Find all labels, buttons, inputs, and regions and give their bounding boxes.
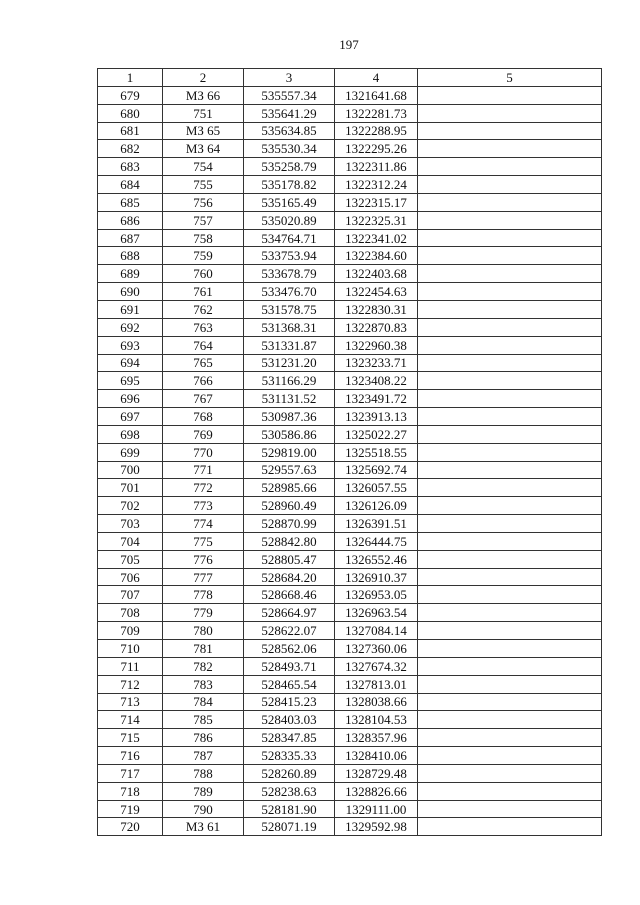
cell-row-number: 679 bbox=[98, 86, 163, 104]
cell-point-id: 789 bbox=[163, 782, 244, 800]
table-row bbox=[98, 443, 602, 461]
cell-note bbox=[418, 122, 602, 140]
header-row bbox=[98, 69, 602, 87]
table-row bbox=[98, 515, 602, 533]
cell-note bbox=[418, 568, 602, 586]
cell-note bbox=[418, 354, 602, 372]
cell-note bbox=[418, 336, 602, 354]
cell-coord-y: 1328729.48 bbox=[335, 764, 418, 782]
cell-coord-y: 1328038.66 bbox=[335, 693, 418, 711]
cell-coord-x: 528684.20 bbox=[244, 568, 335, 586]
cell-note bbox=[418, 818, 602, 836]
table-row bbox=[98, 211, 602, 229]
cell-row-number: 713 bbox=[98, 693, 163, 711]
cell-row-number: 717 bbox=[98, 764, 163, 782]
cell-coord-x: 535165.49 bbox=[244, 193, 335, 211]
cell-point-id: 790 bbox=[163, 800, 244, 818]
cell-coord-y: 1325518.55 bbox=[335, 443, 418, 461]
cell-coord-x: 533753.94 bbox=[244, 247, 335, 265]
table-row bbox=[98, 140, 602, 158]
table-row bbox=[98, 300, 602, 318]
cell-coord-y: 1322281.73 bbox=[335, 104, 418, 122]
cell-coord-x: 528071.19 bbox=[244, 818, 335, 836]
cell-point-id: 782 bbox=[163, 657, 244, 675]
cell-coord-x: 534764.71 bbox=[244, 229, 335, 247]
cell-coord-y: 1322403.68 bbox=[335, 265, 418, 283]
table-row bbox=[98, 622, 602, 640]
cell-point-id: 762 bbox=[163, 300, 244, 318]
cell-coord-y: 1327813.01 bbox=[335, 675, 418, 693]
cell-note bbox=[418, 532, 602, 550]
table-row bbox=[98, 532, 602, 550]
cell-point-id: 768 bbox=[163, 408, 244, 426]
cell-note bbox=[418, 622, 602, 640]
table-row bbox=[98, 800, 602, 818]
cell-row-number: 719 bbox=[98, 800, 163, 818]
table-row bbox=[98, 657, 602, 675]
cell-point-id: 772 bbox=[163, 479, 244, 497]
table-row bbox=[98, 693, 602, 711]
cell-row-number: 681 bbox=[98, 122, 163, 140]
table-body bbox=[98, 86, 602, 835]
cell-coord-y: 1323233.71 bbox=[335, 354, 418, 372]
cell-note bbox=[418, 265, 602, 283]
cell-note bbox=[418, 640, 602, 658]
cell-note bbox=[418, 550, 602, 568]
cell-note bbox=[418, 318, 602, 336]
cell-coord-x: 530987.36 bbox=[244, 408, 335, 426]
cell-point-id: 757 bbox=[163, 211, 244, 229]
cell-point-id: 775 bbox=[163, 532, 244, 550]
cell-note bbox=[418, 747, 602, 765]
cell-coord-x: 535530.34 bbox=[244, 140, 335, 158]
cell-coord-y: 1323408.22 bbox=[335, 372, 418, 390]
cell-coord-y: 1322311.86 bbox=[335, 158, 418, 176]
cell-row-number: 696 bbox=[98, 390, 163, 408]
table-row bbox=[98, 372, 602, 390]
cell-row-number: 705 bbox=[98, 550, 163, 568]
cell-row-number: 700 bbox=[98, 461, 163, 479]
cell-point-id: 781 bbox=[163, 640, 244, 658]
cell-note bbox=[418, 283, 602, 301]
cell-coord-y: 1322830.31 bbox=[335, 300, 418, 318]
cell-point-id: 779 bbox=[163, 604, 244, 622]
header-col-4: 4 bbox=[335, 69, 418, 87]
cell-coord-x: 528805.47 bbox=[244, 550, 335, 568]
table-row bbox=[98, 408, 602, 426]
cell-row-number: 710 bbox=[98, 640, 163, 658]
cell-row-number: 686 bbox=[98, 211, 163, 229]
cell-note bbox=[418, 300, 602, 318]
cell-coord-y: 1329592.98 bbox=[335, 818, 418, 836]
cell-note bbox=[418, 604, 602, 622]
cell-note bbox=[418, 211, 602, 229]
cell-row-number: 703 bbox=[98, 515, 163, 533]
cell-note bbox=[418, 372, 602, 390]
cell-coord-x: 528668.46 bbox=[244, 586, 335, 604]
cell-coord-y: 1327084.14 bbox=[335, 622, 418, 640]
cell-point-id: 758 bbox=[163, 229, 244, 247]
cell-point-id: 783 bbox=[163, 675, 244, 693]
cell-coord-x: 528238.63 bbox=[244, 782, 335, 800]
header-col-3: 3 bbox=[244, 69, 335, 87]
cell-point-id: 771 bbox=[163, 461, 244, 479]
cell-row-number: 707 bbox=[98, 586, 163, 604]
cell-coord-y: 1322960.38 bbox=[335, 336, 418, 354]
table-row bbox=[98, 318, 602, 336]
cell-point-id: 776 bbox=[163, 550, 244, 568]
cell-coord-y: 1322341.02 bbox=[335, 229, 418, 247]
cell-row-number: 684 bbox=[98, 176, 163, 194]
table-row bbox=[98, 122, 602, 140]
cell-coord-y: 1322295.26 bbox=[335, 140, 418, 158]
cell-row-number: 699 bbox=[98, 443, 163, 461]
cell-row-number: 698 bbox=[98, 425, 163, 443]
table-row bbox=[98, 729, 602, 747]
cell-point-id: 759 bbox=[163, 247, 244, 265]
cell-point-id: 787 bbox=[163, 747, 244, 765]
cell-coord-x: 528347.85 bbox=[244, 729, 335, 747]
cell-coord-y: 1322454.63 bbox=[335, 283, 418, 301]
table-row bbox=[98, 568, 602, 586]
cell-coord-x: 528403.03 bbox=[244, 711, 335, 729]
cell-point-id: 774 bbox=[163, 515, 244, 533]
cell-point-id: 786 bbox=[163, 729, 244, 747]
cell-coord-y: 1328410.06 bbox=[335, 747, 418, 765]
cell-row-number: 685 bbox=[98, 193, 163, 211]
cell-coord-x: 530586.86 bbox=[244, 425, 335, 443]
cell-row-number: 693 bbox=[98, 336, 163, 354]
cell-row-number: 712 bbox=[98, 675, 163, 693]
table-row bbox=[98, 711, 602, 729]
cell-note bbox=[418, 675, 602, 693]
cell-point-id: 767 bbox=[163, 390, 244, 408]
cell-coord-y: 1326953.05 bbox=[335, 586, 418, 604]
table-row bbox=[98, 390, 602, 408]
cell-coord-y: 1326444.75 bbox=[335, 532, 418, 550]
cell-note bbox=[418, 461, 602, 479]
cell-row-number: 701 bbox=[98, 479, 163, 497]
cell-coord-x: 533476.70 bbox=[244, 283, 335, 301]
cell-point-id: 751 bbox=[163, 104, 244, 122]
cell-coord-y: 1326391.51 bbox=[335, 515, 418, 533]
table-row bbox=[98, 104, 602, 122]
cell-note bbox=[418, 158, 602, 176]
cell-coord-y: 1328104.53 bbox=[335, 711, 418, 729]
cell-coord-y: 1322315.17 bbox=[335, 193, 418, 211]
cell-coord-y: 1329111.00 bbox=[335, 800, 418, 818]
cell-coord-y: 1326963.54 bbox=[335, 604, 418, 622]
cell-coord-y: 1322384.60 bbox=[335, 247, 418, 265]
cell-point-id: МЗ 66 bbox=[163, 86, 244, 104]
cell-point-id: 784 bbox=[163, 693, 244, 711]
cell-coord-y: 1322312.24 bbox=[335, 176, 418, 194]
cell-coord-y: 1326057.55 bbox=[335, 479, 418, 497]
cell-coord-y: 1326552.46 bbox=[335, 550, 418, 568]
table-row bbox=[98, 336, 602, 354]
cell-note bbox=[418, 443, 602, 461]
cell-point-id: 761 bbox=[163, 283, 244, 301]
cell-point-id: МЗ 61 bbox=[163, 818, 244, 836]
cell-row-number: 682 bbox=[98, 140, 163, 158]
cell-row-number: 691 bbox=[98, 300, 163, 318]
cell-row-number: 704 bbox=[98, 532, 163, 550]
cell-coord-y: 1327360.06 bbox=[335, 640, 418, 658]
cell-row-number: 718 bbox=[98, 782, 163, 800]
cell-note bbox=[418, 140, 602, 158]
cell-note bbox=[418, 586, 602, 604]
cell-point-id: 754 bbox=[163, 158, 244, 176]
cell-note bbox=[418, 176, 602, 194]
cell-coord-x: 528870.99 bbox=[244, 515, 335, 533]
table-row bbox=[98, 86, 602, 104]
table-row bbox=[98, 229, 602, 247]
cell-coord-y: 1326910.37 bbox=[335, 568, 418, 586]
cell-point-id: 770 bbox=[163, 443, 244, 461]
cell-row-number: 702 bbox=[98, 497, 163, 515]
table-header bbox=[98, 69, 602, 87]
cell-note bbox=[418, 729, 602, 747]
cell-point-id: 763 bbox=[163, 318, 244, 336]
cell-coord-x: 528842.80 bbox=[244, 532, 335, 550]
cell-coord-x: 535641.29 bbox=[244, 104, 335, 122]
table-row bbox=[98, 782, 602, 800]
header-col-2: 2 bbox=[163, 69, 244, 87]
page-number: 197 bbox=[339, 37, 359, 52]
cell-coord-x: 535258.79 bbox=[244, 158, 335, 176]
table-row bbox=[98, 425, 602, 443]
cell-coord-x: 531166.29 bbox=[244, 372, 335, 390]
header-col-1: 1 bbox=[98, 69, 163, 87]
cell-row-number: 689 bbox=[98, 265, 163, 283]
header-col-5: 5 bbox=[418, 69, 602, 87]
cell-row-number: 708 bbox=[98, 604, 163, 622]
cell-coord-x: 528260.89 bbox=[244, 764, 335, 782]
cell-note bbox=[418, 425, 602, 443]
cell-coord-y: 1322288.95 bbox=[335, 122, 418, 140]
cell-note bbox=[418, 229, 602, 247]
table-row bbox=[98, 604, 602, 622]
cell-coord-y: 1326126.09 bbox=[335, 497, 418, 515]
cell-note bbox=[418, 193, 602, 211]
cell-point-id: 785 bbox=[163, 711, 244, 729]
table-row bbox=[98, 550, 602, 568]
cell-row-number: 706 bbox=[98, 568, 163, 586]
cell-point-id: 764 bbox=[163, 336, 244, 354]
cell-coord-x: 528181.90 bbox=[244, 800, 335, 818]
cell-coord-x: 531368.31 bbox=[244, 318, 335, 336]
cell-point-id: 766 bbox=[163, 372, 244, 390]
cell-coord-y: 1321641.68 bbox=[335, 86, 418, 104]
cell-note bbox=[418, 782, 602, 800]
cell-coord-x: 528622.07 bbox=[244, 622, 335, 640]
cell-point-id: МЗ 64 bbox=[163, 140, 244, 158]
cell-row-number: 697 bbox=[98, 408, 163, 426]
cell-row-number: 690 bbox=[98, 283, 163, 301]
table-row bbox=[98, 497, 602, 515]
table-row bbox=[98, 461, 602, 479]
table-row bbox=[98, 586, 602, 604]
cell-point-id: 780 bbox=[163, 622, 244, 640]
cell-coord-x: 531131.52 bbox=[244, 390, 335, 408]
table-row bbox=[98, 193, 602, 211]
cell-row-number: 715 bbox=[98, 729, 163, 747]
table-row bbox=[98, 479, 602, 497]
cell-row-number: 694 bbox=[98, 354, 163, 372]
cell-note bbox=[418, 479, 602, 497]
cell-coord-y: 1325022.27 bbox=[335, 425, 418, 443]
cell-point-id: 756 bbox=[163, 193, 244, 211]
cell-note bbox=[418, 693, 602, 711]
cell-coord-x: 535557.34 bbox=[244, 86, 335, 104]
cell-coord-x: 528985.66 bbox=[244, 479, 335, 497]
cell-coord-x: 531578.75 bbox=[244, 300, 335, 318]
cell-row-number: 714 bbox=[98, 711, 163, 729]
table-row bbox=[98, 354, 602, 372]
table-row bbox=[98, 818, 602, 836]
cell-coord-x: 531331.87 bbox=[244, 336, 335, 354]
table-row bbox=[98, 283, 602, 301]
cell-coord-y: 1325692.74 bbox=[335, 461, 418, 479]
cell-coord-x: 528493.71 bbox=[244, 657, 335, 675]
cell-coord-x: 528960.49 bbox=[244, 497, 335, 515]
cell-coord-x: 535020.89 bbox=[244, 211, 335, 229]
cell-point-id: 765 bbox=[163, 354, 244, 372]
table-row bbox=[98, 640, 602, 658]
cell-note bbox=[418, 86, 602, 104]
cell-row-number: 680 bbox=[98, 104, 163, 122]
cell-note bbox=[418, 711, 602, 729]
cell-point-id: 773 bbox=[163, 497, 244, 515]
cell-row-number: 711 bbox=[98, 657, 163, 675]
table-row bbox=[98, 176, 602, 194]
cell-point-id: 777 bbox=[163, 568, 244, 586]
cell-coord-x: 528664.97 bbox=[244, 604, 335, 622]
cell-coord-x: 533678.79 bbox=[244, 265, 335, 283]
cell-coord-y: 1323491.72 bbox=[335, 390, 418, 408]
cell-point-id: 760 bbox=[163, 265, 244, 283]
cell-note bbox=[418, 800, 602, 818]
cell-note bbox=[418, 408, 602, 426]
cell-coord-x: 528335.33 bbox=[244, 747, 335, 765]
cell-row-number: 683 bbox=[98, 158, 163, 176]
cell-row-number: 716 bbox=[98, 747, 163, 765]
cell-row-number: 692 bbox=[98, 318, 163, 336]
cell-point-id: 755 bbox=[163, 176, 244, 194]
cell-row-number: 688 bbox=[98, 247, 163, 265]
table-row bbox=[98, 747, 602, 765]
cell-coord-y: 1322870.83 bbox=[335, 318, 418, 336]
cell-row-number: 687 bbox=[98, 229, 163, 247]
cell-coord-x: 535634.85 bbox=[244, 122, 335, 140]
cell-note bbox=[418, 657, 602, 675]
coordinates-table bbox=[97, 68, 602, 836]
cell-point-id: 788 bbox=[163, 764, 244, 782]
cell-point-id: 769 bbox=[163, 425, 244, 443]
table-row bbox=[98, 265, 602, 283]
cell-coord-x: 531231.20 bbox=[244, 354, 335, 372]
table-row bbox=[98, 247, 602, 265]
cell-coord-y: 1322325.31 bbox=[335, 211, 418, 229]
cell-coord-x: 535178.82 bbox=[244, 176, 335, 194]
cell-coord-x: 529557.63 bbox=[244, 461, 335, 479]
cell-coord-x: 528465.54 bbox=[244, 675, 335, 693]
cell-coord-x: 528562.06 bbox=[244, 640, 335, 658]
cell-coord-y: 1328826.66 bbox=[335, 782, 418, 800]
cell-note bbox=[418, 390, 602, 408]
cell-point-id: 778 bbox=[163, 586, 244, 604]
cell-coord-x: 529819.00 bbox=[244, 443, 335, 461]
table-row bbox=[98, 764, 602, 782]
cell-row-number: 720 bbox=[98, 818, 163, 836]
table-row bbox=[98, 675, 602, 693]
cell-row-number: 695 bbox=[98, 372, 163, 390]
cell-note bbox=[418, 497, 602, 515]
cell-row-number: 709 bbox=[98, 622, 163, 640]
cell-point-id: МЗ 65 bbox=[163, 122, 244, 140]
cell-coord-y: 1323913.13 bbox=[335, 408, 418, 426]
table-row bbox=[98, 158, 602, 176]
cell-note bbox=[418, 515, 602, 533]
cell-coord-y: 1327674.32 bbox=[335, 657, 418, 675]
cell-note bbox=[418, 104, 602, 122]
cell-coord-x: 528415.23 bbox=[244, 693, 335, 711]
cell-coord-y: 1328357.96 bbox=[335, 729, 418, 747]
cell-note bbox=[418, 247, 602, 265]
cell-note bbox=[418, 764, 602, 782]
